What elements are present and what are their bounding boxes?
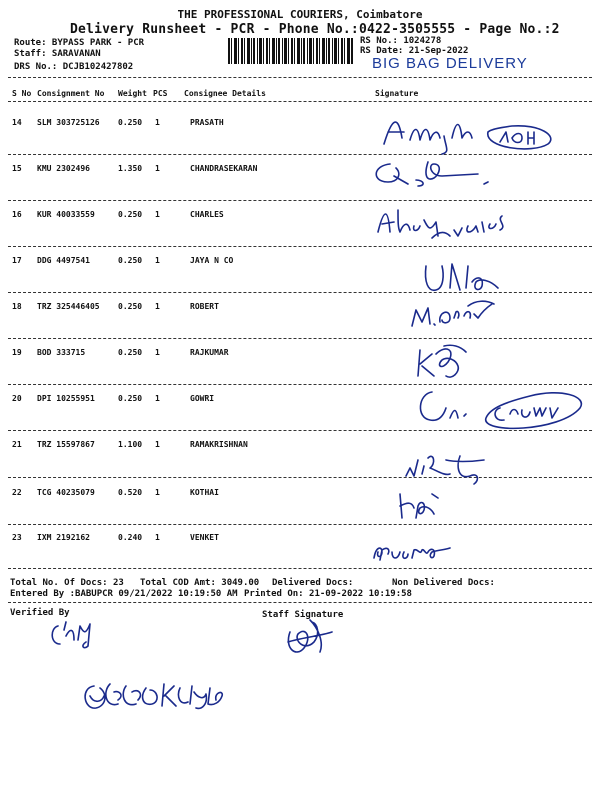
row-sno: 22 xyxy=(12,488,22,497)
row-sno: 15 xyxy=(12,164,22,173)
row-pcs: 1 xyxy=(155,488,160,497)
divider xyxy=(8,524,592,525)
row-weight: 1.100 xyxy=(118,440,143,449)
row-sno: 18 xyxy=(12,302,22,311)
row-consignee: VENKET xyxy=(190,533,219,542)
signature-scribble xyxy=(410,378,590,438)
row-weight: 1.350 xyxy=(118,164,143,173)
row-consignee: GOWRI xyxy=(190,394,215,403)
drs-number: DRS No.: DCJB102427802 xyxy=(14,62,134,72)
row-weight: 0.250 xyxy=(118,348,143,357)
signature-scribble xyxy=(370,538,460,566)
row-weight: 0.520 xyxy=(118,488,143,497)
signature-scribble xyxy=(380,108,560,156)
row-pcs: 1 xyxy=(155,118,160,127)
row-sno: 19 xyxy=(12,348,22,357)
company-title: THE PROFESSIONAL COURIERS, Coimbatore xyxy=(177,8,423,21)
delivered-docs: Delivered Docs: xyxy=(272,578,354,588)
signature-scribble xyxy=(372,202,522,246)
signature-scribble xyxy=(80,674,240,718)
row-sno: 14 xyxy=(12,118,22,127)
divider xyxy=(8,77,592,78)
row-pcs: 1 xyxy=(155,256,160,265)
row-consignee: ROBERT xyxy=(190,302,219,311)
row-consignment: IXM 2192162 xyxy=(37,533,90,542)
row-pcs: 1 xyxy=(155,533,160,542)
row-consignment: DPI 10255951 xyxy=(37,394,95,403)
printed-on: Printed On: 21-09-2022 10:19:58 xyxy=(244,589,412,599)
total-docs: Total No. Of Docs: 23 xyxy=(10,578,124,588)
signature-scribble xyxy=(368,152,508,192)
row-pcs: 1 xyxy=(155,164,160,173)
staff-label: Staff: SARAVANAN xyxy=(14,49,101,59)
non-delivered-docs: Non Delivered Docs: xyxy=(392,578,495,588)
row-consignee: CHARLES xyxy=(190,210,224,219)
row-consignment: KMU 2302496 xyxy=(37,164,90,173)
col-sno: S No xyxy=(12,89,32,98)
col-weight: Weight xyxy=(118,89,147,98)
row-weight: 0.250 xyxy=(118,394,143,403)
divider xyxy=(8,602,592,603)
rs-number: RS No.: 1024278 xyxy=(360,36,442,46)
row-consignee: JAYA N CO xyxy=(190,256,234,265)
staff-signature-label: Staff Signature xyxy=(262,610,344,620)
row-pcs: 1 xyxy=(155,210,160,219)
row-sno: 21 xyxy=(12,440,22,449)
row-sno: 20 xyxy=(12,394,22,403)
big-bag-stamp: BIG BAG DELIVERY xyxy=(372,55,528,72)
signature-scribble xyxy=(400,446,510,486)
signature-scribble xyxy=(44,616,114,652)
row-consignment: DDG 4497541 xyxy=(37,256,90,265)
row-weight: 0.250 xyxy=(118,302,143,311)
row-consignee: RAJKUMAR xyxy=(190,348,229,357)
verified-by-label: Verified By xyxy=(10,608,70,618)
row-consignee: KOTHAI xyxy=(190,488,219,497)
row-consignee: RAMAKRISHNAN xyxy=(190,440,248,449)
col-signature: Signature xyxy=(375,89,419,98)
row-consignment: KUR 40033559 xyxy=(37,210,95,219)
barcode xyxy=(228,38,354,64)
row-consignment: TRZ 15597867 xyxy=(37,440,95,449)
total-cod-amount: Total COD Amt: 3049.00 xyxy=(140,578,260,588)
row-pcs: 1 xyxy=(155,394,160,403)
row-weight: 0.240 xyxy=(118,533,143,542)
divider xyxy=(8,568,592,569)
rs-date: RS Date: 21-Sep-2022 xyxy=(360,46,469,56)
col-consignment: Consignment No xyxy=(37,89,105,98)
row-weight: 0.250 xyxy=(118,210,143,219)
runsheet-title: Delivery Runsheet - PCR - Phone No.:0422-3505555 - Page No.:2 xyxy=(70,22,560,37)
row-consignment: TRZ 325446405 xyxy=(37,302,100,311)
divider xyxy=(8,200,592,201)
row-weight: 0.250 xyxy=(118,118,143,127)
row-consignment: TCG 40235079 xyxy=(37,488,95,497)
row-pcs: 1 xyxy=(155,348,160,357)
row-pcs: 1 xyxy=(155,440,160,449)
route-label: Route: BYPASS PARK - PCR xyxy=(14,38,145,48)
row-consignment: BOD 333715 xyxy=(37,348,86,357)
row-consignee: PRASATH xyxy=(190,118,224,127)
signature-scribble xyxy=(408,292,498,332)
row-consignment: SLM 303725126 xyxy=(37,118,100,127)
divider xyxy=(8,101,592,102)
row-consignee: CHANDRASEKARAN xyxy=(190,164,258,173)
signature-scribble xyxy=(280,612,340,662)
divider xyxy=(8,246,592,247)
col-pcs: PCS xyxy=(153,89,168,98)
row-weight: 0.250 xyxy=(118,256,143,265)
entered-by: Entered By :BABUPCR 09/21/2022 10:19:50 AM xyxy=(10,589,238,599)
row-pcs: 1 xyxy=(155,302,160,311)
signature-scribble xyxy=(396,488,446,524)
row-sno: 17 xyxy=(12,256,22,265)
row-sno: 23 xyxy=(12,533,22,542)
col-consignee: Consignee Details xyxy=(184,89,266,98)
divider xyxy=(8,338,592,339)
row-sno: 16 xyxy=(12,210,22,219)
